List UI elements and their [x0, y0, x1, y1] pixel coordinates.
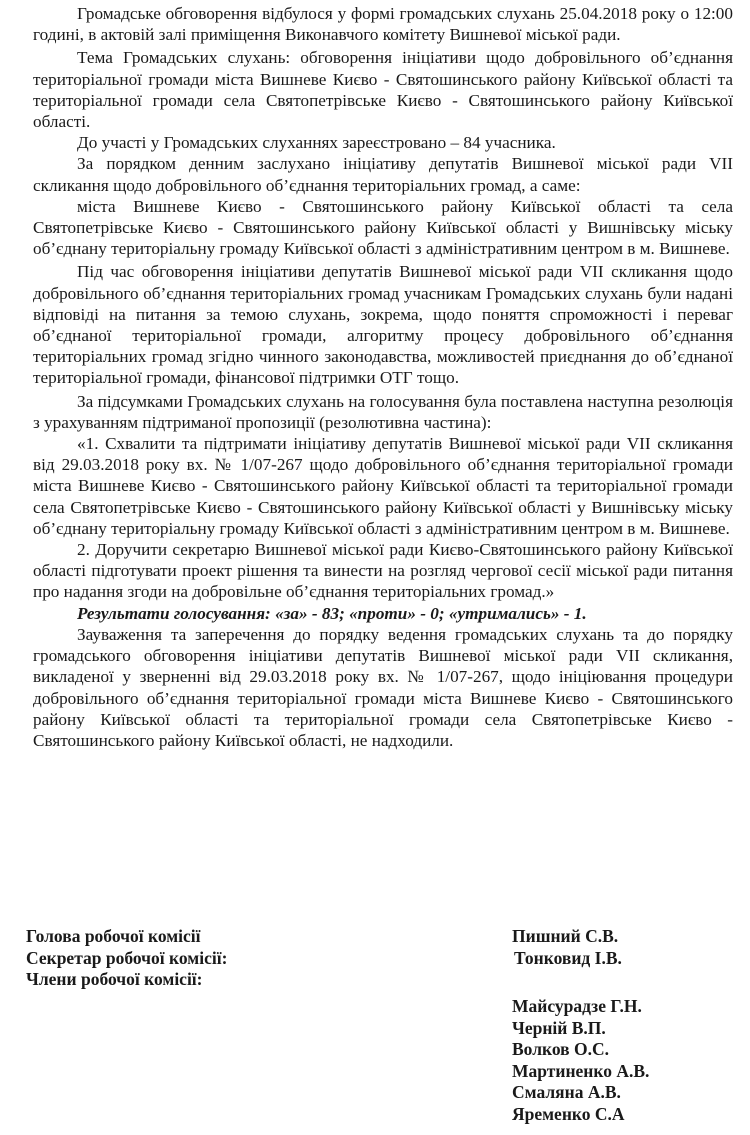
paragraph-hearing-info: Громадське обговорення відбулося у формі громадських слухань 25.04.2018 року о 12:00 годині, в актовій залі приміщення Виконавчого комітету Вишневої міської ради. [33, 4, 733, 45]
member-name: Майсурадзе Г.Н. [512, 996, 642, 1016]
secretary-label: Секретар робочої комісії: [26, 947, 228, 968]
paragraph-closing: Зауваження та заперечення до порядку ведення громадських слухань та до порядку громадського обговорення ініціативи депутатів Вишневої міської ради VII скликання, викладеної у зверненні від 29.03.2018 року вх. № 1/07-267, щодо ініціювання процедури добровільного об’єднання територіальної громади міста Вишневе Києво - Святошинського району Київської області та територіальної громади села Святопетрівське Києво - Святошинського району Київської області, не надходили. [33, 624, 733, 750]
paragraph-agenda-detail: міста Вишневе Києво - Святошинського району Київської області та села Святопетрівське Києво - Святошинського району Київської області у Вишнівську міську об’єднану територіальну громаду Київської області з адміністративним центром в м. Вишневе. [33, 196, 733, 259]
paragraph-resolution-intro: За підсумками Громадських слухань на голосування була поставлена наступна резолюція з урахуванням підтриманої пропозиції (резолютивна частина): [33, 391, 733, 432]
signature-names [488, 926, 728, 969]
secretary-name: Тонковид І.В. [514, 947, 622, 968]
paragraph-discussion: Під час обговорення ініціативи депутатів Вишневої міської ради VII скликання щодо добровільного об’єднання територіальних громад учасникам Громадських слухань були надані відповіді на питання за темою слухань, зокрема, щодо поняття спроможності і переваг об’єднаної територіальної громади, алгоритму процесу добровільного об’єднання територіальних громад згідно чинного законодавства, можливостей приєднання до об’єднаної територіальної громади, фінансової підтримки ОТГ тощо. [33, 262, 733, 388]
members-list [488, 996, 728, 1126]
document-body [33, 3, 733, 751]
member-name: Смаляна А.В. [512, 1082, 621, 1103]
paragraph-agenda: За порядком денним заслухано ініціативу депутатів Вишневої міської ради VII скликання щодо добровільного об’єднання територіальних громад, а саме: [33, 154, 733, 195]
member-name: Яременко С.А [512, 1103, 625, 1124]
member-name: Мартиненко А.В. [512, 1060, 650, 1081]
head-name: Пишний С.В. [512, 926, 619, 946]
voting-results: Результати голосування: «за» - 83; «проти» - 0; «утримались» - 1. [77, 603, 587, 623]
paragraph-resolution-item-2: 2. Доручити секретарю Вишневої міської ради Києво-Святошинського району Київської області підготувати проект рішення та винести на розгляд чергової сесії міської ради питання про надання згоди на добровільне об’єднання територіальних громад.» [33, 540, 733, 602]
member-name: Волков О.С. [512, 1039, 610, 1060]
members-label: Члени робочої комісії: [26, 969, 203, 990]
head-label: Голова робочої комісії [26, 926, 201, 946]
paragraph-topic: Тема Громадських слухань: обговорення ініціативи щодо добровільного об’єднання територіальної громади міста Вишневе Києво - Святошинського району Київської області та територіальної громади села Святопетрівське Києво - Святошинського району Київської області. [33, 48, 733, 132]
paragraph-resolution-item-1: «1. Схвалити та підтримати ініціативу депутатів Вишневої міської ради VII скликання від 29.03.2018 року вх. № 1/07-267 щодо добровільного об’єднання територіальної громади міста Вишневе Києво - Святошинського району Київської області та територіальної громади села Святопетрівське Києво - Святошинського району Київської області у Вишнівську міську об’єднану територіальну громаду Київської області з адміністративним центром в м. Вишневе. [33, 434, 733, 538]
paragraph-participants: До участі у Громадських слуханнях зареєстровано – 84 учасника. [77, 133, 556, 153]
member-name: Черній В.П. [512, 1017, 606, 1038]
signature-roles [26, 926, 356, 991]
